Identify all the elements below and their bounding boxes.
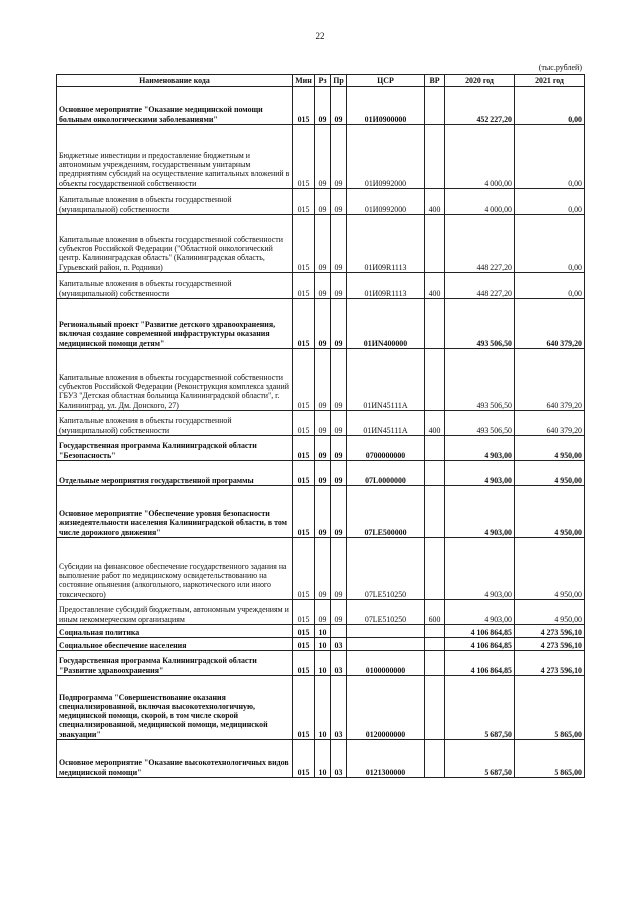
cell-vr: [425, 486, 445, 538]
col-header-pr: Пр: [331, 75, 347, 87]
cell-vr: [425, 461, 445, 486]
table-row: [57, 538, 585, 600]
col-header-min: Мин: [293, 75, 315, 87]
cell-2020: 4 903,00: [445, 461, 515, 486]
cell-vr: [425, 125, 445, 189]
cell-vr: 400: [425, 273, 445, 299]
cell-csr: 01ИN45111А: [347, 411, 425, 436]
cell-2021: 4 950,00: [515, 486, 585, 538]
cell-pr: 03: [331, 651, 347, 676]
cell-pr: 09: [331, 436, 347, 461]
table-row: [57, 299, 585, 349]
cell-csr: 07LE500000: [347, 486, 425, 538]
cell-name: Капитальные вложения в объекты государственной (муниципальной) собственности: [57, 273, 293, 299]
cell-2020: 4 903,00: [445, 600, 515, 625]
table-row: [57, 600, 585, 625]
cell-2020: 493 506,50: [445, 299, 515, 349]
cell-name: Государственная программа Калининградской области "Безопасность": [57, 436, 293, 461]
cell-2021: 4 950,00: [515, 436, 585, 461]
table-row: [57, 273, 585, 299]
cell-pr: 09: [331, 125, 347, 189]
table-row: [57, 349, 585, 411]
cell-csr: 0700000000: [347, 436, 425, 461]
cell-min: 015: [293, 411, 315, 436]
cell-name: Основное мероприятие "Оказание высокотехнологичных видов медицинской помощи": [57, 740, 293, 778]
cell-2021: 640 379,20: [515, 299, 585, 349]
cell-csr: 01И09R1113: [347, 273, 425, 299]
cell-2021: 4 950,00: [515, 600, 585, 625]
cell-min: 015: [293, 625, 315, 638]
cell-csr: 07LE510250: [347, 538, 425, 600]
cell-csr: 07L0000000: [347, 461, 425, 486]
cell-name: Капитальные вложения в объекты государственной (муниципальной) собственности: [57, 411, 293, 436]
cell-name: Социальная политика: [57, 625, 293, 638]
cell-min: 015: [293, 740, 315, 778]
cell-2021: 4 273 596,10: [515, 625, 585, 638]
cell-pr: 09: [331, 349, 347, 411]
budget-table: [56, 74, 585, 778]
cell-vr: 400: [425, 411, 445, 436]
cell-2021: 0,00: [515, 125, 585, 189]
cell-pr: 09: [331, 299, 347, 349]
cell-vr: [425, 740, 445, 778]
cell-rz: 09: [315, 411, 331, 436]
table-row: [57, 189, 585, 215]
cell-rz: 09: [315, 486, 331, 538]
table-row: [57, 740, 585, 778]
col-header-rz: Рз: [315, 75, 331, 87]
cell-2021: 4 273 596,10: [515, 651, 585, 676]
cell-rz: 09: [315, 87, 331, 125]
cell-rz: 10: [315, 740, 331, 778]
cell-2021: 4 950,00: [515, 461, 585, 486]
table-body: [57, 87, 585, 778]
cell-2020: 448 227,20: [445, 273, 515, 299]
cell-2020: 5 687,50: [445, 740, 515, 778]
cell-pr: 09: [331, 461, 347, 486]
cell-vr: [425, 215, 445, 273]
cell-2021: 0,00: [515, 87, 585, 125]
table-row: [57, 638, 585, 651]
cell-2021: 5 865,00: [515, 676, 585, 740]
col-header-csr: ЦСР: [347, 75, 425, 87]
cell-vr: [425, 538, 445, 600]
cell-min: 015: [293, 189, 315, 215]
cell-name: Основное мероприятие "Оказание медицинской помощи больным онкологическими заболеваниями": [57, 87, 293, 125]
cell-2021: 0,00: [515, 273, 585, 299]
cell-min: 015: [293, 273, 315, 299]
cell-name: Региональный проект "Развитие детского здравоохранения, включая создание современной инфраструктуры оказания медицинской помощи детям": [57, 299, 293, 349]
cell-pr: 09: [331, 486, 347, 538]
cell-pr: [331, 625, 347, 638]
cell-csr: 01И09R1113: [347, 215, 425, 273]
cell-2020: 4 903,00: [445, 538, 515, 600]
cell-min: 015: [293, 676, 315, 740]
cell-2020: 4 106 864,85: [445, 625, 515, 638]
cell-2020: 448 227,20: [445, 215, 515, 273]
cell-name: Государственная программа Калининградской области "Развитие здравоохранения": [57, 651, 293, 676]
cell-rz: 09: [315, 461, 331, 486]
cell-min: 015: [293, 125, 315, 189]
cell-name: Основное мероприятие "Обеспечение уровня безопасности жизнедеятельности населения Калининградской области, в том числе дорожного движения": [57, 486, 293, 538]
cell-rz: 10: [315, 651, 331, 676]
cell-2020: 4 106 864,85: [445, 651, 515, 676]
cell-name: Капитальные вложения в объекты государственной собственности субъектов Российской Федерации ("Областной онкологический центр. Калининградская область" (Калининградская область, Гурьевский район, п. Родники): [57, 215, 293, 273]
cell-vr: [425, 349, 445, 411]
page-number: 22: [315, 31, 325, 41]
cell-pr: 03: [331, 638, 347, 651]
cell-name: Подпрограмма "Совершенствование оказания специализированной, включая высокотехнологичную, медицинской помощи, скорой, в том числе скорой специализированной, медицинской помощи, медицинской эвакуации": [57, 676, 293, 740]
col-header-vr: ВР: [425, 75, 445, 87]
cell-name: Капитальные вложения в объекты государственной (муниципальной) собственности: [57, 189, 293, 215]
cell-csr: [347, 638, 425, 651]
table-row: [57, 87, 585, 125]
cell-pr: 03: [331, 676, 347, 740]
cell-rz: 10: [315, 625, 331, 638]
cell-vr: 400: [425, 189, 445, 215]
table-row: [57, 411, 585, 436]
cell-csr: 01ИN45111А: [347, 349, 425, 411]
cell-2020: 4 106 864,85: [445, 638, 515, 651]
table-row: [57, 486, 585, 538]
cell-2020: 493 506,50: [445, 411, 515, 436]
cell-pr: 09: [331, 189, 347, 215]
cell-2021: 640 379,20: [515, 411, 585, 436]
cell-pr: 03: [331, 740, 347, 778]
cell-min: 015: [293, 638, 315, 651]
table-row: [57, 676, 585, 740]
cell-2021: 640 379,20: [515, 349, 585, 411]
cell-vr: [425, 87, 445, 125]
cell-csr: 07LE510250: [347, 600, 425, 625]
cell-2021: 5 865,00: [515, 740, 585, 778]
cell-rz: 09: [315, 436, 331, 461]
cell-vr: [425, 436, 445, 461]
cell-rz: 09: [315, 600, 331, 625]
table-row: [57, 215, 585, 273]
table-row: [57, 461, 585, 486]
cell-pr: 09: [331, 538, 347, 600]
col-header-2021: 2021 год: [515, 75, 585, 87]
cell-pr: 09: [331, 273, 347, 299]
cell-rz: 09: [315, 349, 331, 411]
cell-min: 015: [293, 436, 315, 461]
cell-name: Бюджетные инвестиции и предоставление бюджетным и автономным учреждениям, государственным унитарным предприятиям субсидий на осуществление капитальных вложений в объекты государственной собственности: [57, 125, 293, 189]
cell-min: 015: [293, 486, 315, 538]
cell-csr: 0120000000: [347, 676, 425, 740]
cell-csr: 0100000000: [347, 651, 425, 676]
cell-2020: 5 687,50: [445, 676, 515, 740]
cell-csr: 01И0992000: [347, 125, 425, 189]
cell-vr: [425, 625, 445, 638]
col-header-2020: 2020 год: [445, 75, 515, 87]
cell-2021: 0,00: [515, 215, 585, 273]
cell-pr: 09: [331, 87, 347, 125]
cell-min: 015: [293, 651, 315, 676]
cell-2020: 493 506,50: [445, 349, 515, 411]
cell-name: Предоставление субсидий бюджетным, автономным учреждениям и иным некоммерческим организациям: [57, 600, 293, 625]
cell-csr: 01И0992000: [347, 189, 425, 215]
units-label: (тыс.рублей): [538, 63, 582, 72]
cell-pr: 09: [331, 600, 347, 625]
cell-2021: 0,00: [515, 189, 585, 215]
cell-vr: 600: [425, 600, 445, 625]
cell-2020: 4 000,00: [445, 125, 515, 189]
cell-min: 015: [293, 349, 315, 411]
col-header-name: Наименование кода: [57, 75, 293, 87]
cell-min: 015: [293, 215, 315, 273]
cell-csr: 0121300000: [347, 740, 425, 778]
table-header-row: [57, 75, 585, 87]
cell-name: Субсидии на финансовое обеспечение государственного задания на выполнение работ по медицинскому освидетельствованию на состояние опьянения (алкогольного, наркотического или иного токсического): [57, 538, 293, 600]
cell-min: 015: [293, 87, 315, 125]
cell-name: Социальное обеспечение населения: [57, 638, 293, 651]
cell-min: 015: [293, 299, 315, 349]
cell-vr: [425, 299, 445, 349]
cell-2020: 452 227,20: [445, 87, 515, 125]
table-row: [57, 436, 585, 461]
cell-2021: 4 950,00: [515, 538, 585, 600]
cell-pr: 09: [331, 215, 347, 273]
cell-min: 015: [293, 600, 315, 625]
cell-rz: 09: [315, 215, 331, 273]
cell-2021: 4 273 596,10: [515, 638, 585, 651]
cell-rz: 09: [315, 299, 331, 349]
cell-min: 015: [293, 538, 315, 600]
cell-rz: 10: [315, 638, 331, 651]
cell-csr: [347, 625, 425, 638]
cell-rz: 09: [315, 189, 331, 215]
cell-name: Капитальные вложения в объекты государственной собственности субъектов Российской Федерации (Реконструкция комплекса зданий ГБУЗ "Детская областная больница Калининградской области", г. Калининград, ул. Дм. Донского, 27): [57, 349, 293, 411]
cell-csr: 01И0900000: [347, 87, 425, 125]
cell-pr: 09: [331, 411, 347, 436]
cell-rz: 10: [315, 676, 331, 740]
cell-2020: 4 000,00: [445, 189, 515, 215]
cell-2020: 4 903,00: [445, 436, 515, 461]
table-row: [57, 651, 585, 676]
cell-min: 015: [293, 461, 315, 486]
cell-vr: [425, 676, 445, 740]
cell-rz: 09: [315, 273, 331, 299]
cell-csr: 01ИN400000: [347, 299, 425, 349]
cell-rz: 09: [315, 538, 331, 600]
cell-vr: [425, 651, 445, 676]
table-row: [57, 125, 585, 189]
cell-vr: [425, 638, 445, 651]
cell-name: Отдельные мероприятия государственной программы: [57, 461, 293, 486]
cell-2020: 4 903,00: [445, 486, 515, 538]
table-row: [57, 625, 585, 638]
cell-rz: 09: [315, 125, 331, 189]
